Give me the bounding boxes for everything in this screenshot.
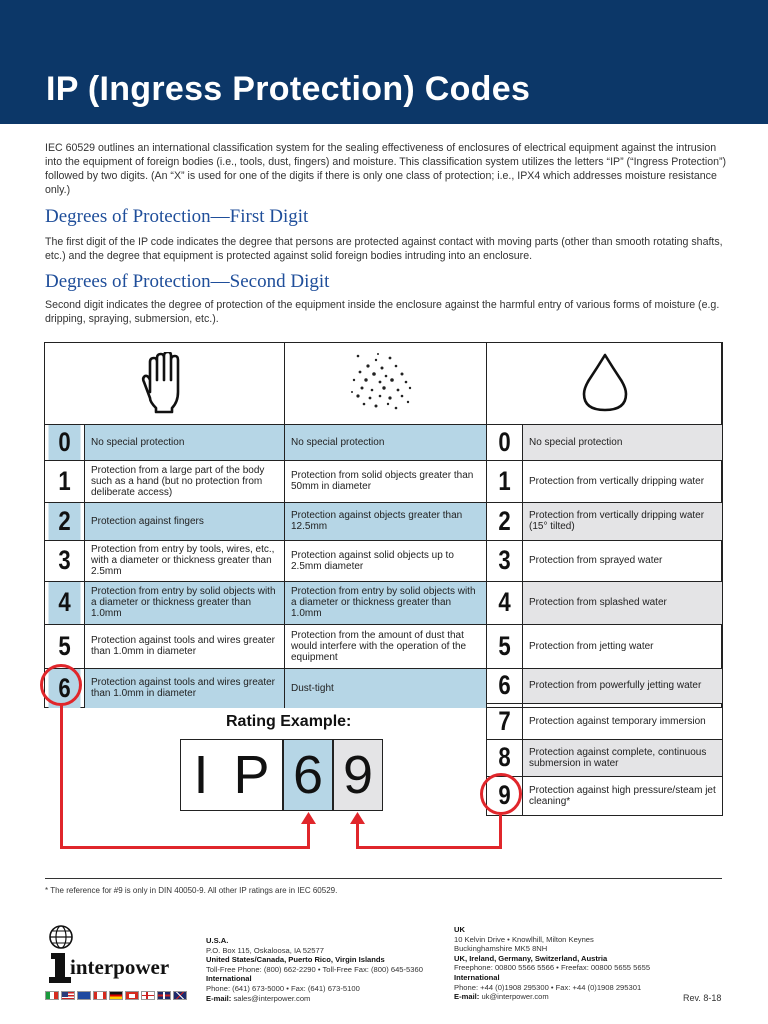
person-protection-cell: Protection against tools and wires greater than 1.0mm in diameter: [85, 668, 284, 708]
solid-protection-cell: Dust-tight: [285, 668, 486, 708]
water-protection-cell: Protection from powerfully jetting water: [523, 668, 722, 703]
water-protection-cell: No special protection: [523, 424, 722, 460]
usa-flag-icon: [61, 991, 75, 1000]
second-digit-number: 4: [498, 587, 511, 617]
intro-paragraph: IEC 60529 outlines an international classification system for the sealing effectiveness of enclosures of electrical equipment against the intrusion into the equipment of foreign bodies (i.e., tools, dust, fingers) and moisture. This classification system utilizes the letters “IP” (“Ingress Protection”) followed by two digits. (An “X” is used for one of the digits if there is only one class of protection; i.e., IPX4 which addresses moisture resistance only.): [45, 142, 727, 196]
solid-protection-cell: No special protection: [285, 424, 486, 460]
person-protection-cell: Protection from entry by solid objects with a diameter or thickness greater than 1.0mm: [85, 581, 284, 624]
table-bottom-right: [486, 815, 723, 816]
ip-letter-i: I: [193, 745, 209, 805]
ip-letter-p: P: [233, 745, 270, 805]
second-digit-number: 1: [498, 465, 511, 496]
australia-flag-icon: [77, 991, 91, 1000]
uk-flag-icon: [157, 991, 171, 1000]
first-digit-number: 2: [49, 502, 81, 540]
second-digit-number: 2: [498, 505, 511, 536]
usa-address: U.S.A. P.O. Box 115, Oskaloosa, IA 52577 United States/Canada, Puerto Rico, Virgin Islands Toll-Free Phone: (800) 662-2290 • Toll-Free Fax: (800) 645-5360 International Phone: (641) 673-5000 • Fax: (641) 673-5100 E-mail: sales@interpower.com: [206, 936, 423, 1003]
uk-email-link[interactable]: uk@interpower.com: [481, 992, 549, 1002]
uk-flag-2-icon: [173, 991, 187, 1000]
second-digit-text: Second digit indicates the degree of protection of the equipment inside the enclosure against the harmful entry of various forms of moisture (e.g. dripping, spraying, submersion, etc.).: [45, 299, 720, 325]
solid-protection-cell: Protection from the amount of dust that would interfere with the operation of the equipment: [291, 629, 467, 663]
second-digit-number: 7: [498, 705, 511, 736]
second-digit-number: 0: [498, 426, 511, 457]
italy-flag-icon: [45, 991, 59, 1000]
first-digit-number: 6: [49, 668, 81, 708]
water-protection-cell: Protection from splashed water: [523, 581, 722, 624]
second-digit-number: 6: [498, 670, 511, 700]
rating-example-title: Rating Example:: [226, 713, 352, 730]
person-protection-cell: Protection against tools and wires greater than 1.0mm in diameter: [91, 635, 275, 657]
revision-label: Rev. 8-18: [683, 993, 722, 1003]
solid-protection-cell: Protection from entry by solid objects with a diameter or thickness greater than 1.0mm: [285, 581, 486, 624]
water-protection-cell: Protection against high pressure/steam jet cleaning*: [529, 784, 716, 807]
water-drop-icon: [581, 352, 629, 414]
second-digit-number: 8: [498, 742, 511, 772]
water-protection-cell: Protection against complete, continuous submersion in water: [523, 739, 722, 776]
hand-icon: [140, 352, 192, 414]
germany-flag-icon: [109, 991, 123, 1000]
ip-second-digit-box: 9: [333, 739, 383, 811]
solid-protection-cell: Protection against objects greater than 12.5mm: [285, 502, 486, 540]
interpower-logo: interpower: [70, 955, 170, 979]
canada-flag-icon: [93, 991, 107, 1000]
first-digit-text: The first digit of the IP code indicates the degree that persons are protected against contact with moving parts (other than smooth rotating shafts, etc.) and the degree that equipment is protected against solid foreign bodies intruding into an enclosure.: [45, 236, 723, 262]
footnote: * The reference for #9 is only in DIN 40050-9. All other IP ratings are in IEC 60529.: [45, 886, 338, 895]
footnote-rule: [45, 878, 722, 879]
water-protection-cell: Protection against temporary immersion: [529, 715, 706, 727]
water-protection-cell: Protection from jetting water: [529, 640, 654, 652]
switzerland-flag-icon: [125, 991, 139, 1000]
header-banner: [0, 0, 768, 124]
page-title: IP (Ingress Protection) Codes: [46, 70, 531, 108]
water-protection-cell: Protection from vertically dripping water (15° tilted): [523, 502, 722, 540]
second-digit-number: 3: [498, 545, 511, 575]
solid-protection-cell: Protection against solid objects up to 2.5mm diameter: [291, 549, 454, 572]
second-digit-heading: Degrees of Protection—Second Digit: [45, 271, 330, 292]
water-protection-cell: Protection from vertically dripping water: [529, 475, 705, 487]
solid-protection-cell: Protection from solid objects greater than 50mm in diameter: [291, 470, 474, 492]
person-protection-cell: Protection from a large part of the body such as a hand (but no protection from deliberate access): [91, 464, 265, 498]
person-protection-cell: Protection from entry by tools, wires, etc., with a diameter or thickness greater than 2.5mm: [91, 544, 275, 577]
highlight-circle-9: [480, 773, 522, 815]
first-digit-number: 3: [58, 545, 71, 575]
person-protection-cell: Protection against fingers: [85, 502, 284, 540]
dust-particles-icon: [346, 350, 418, 414]
first-digit-number: 0: [49, 424, 81, 460]
first-digit-number: 1: [58, 465, 71, 496]
first-digit-number: 5: [58, 630, 71, 661]
water-protection-cell: Protection from sprayed water: [529, 555, 663, 566]
usa-email-link[interactable]: sales@interpower.com: [233, 993, 311, 1003]
second-digit-number: 9: [498, 780, 511, 810]
first-digit-number: 4: [49, 581, 81, 624]
ip-first-digit-box: 6: [283, 739, 333, 811]
uk-address: UK 10 Kelvin Drive • Knowlhill, Milton Keynes Buckinghamshire MK5 8NH UK, Ireland, Germany, Switzerland, Austria Freephone: 00800 5566 5566 • Freefax: 00800 5655 5655 International Phone: +44 (0)1908 295300 • Fax: +44 (0)1908 295301 E-mail: uk@interpower.com: [454, 925, 651, 1002]
ip-letters-box: [180, 739, 283, 811]
first-digit-heading: Degrees of Protection—First Digit: [45, 206, 309, 227]
denmark-flag-icon: [141, 991, 155, 1000]
person-protection-cell: No special protection: [85, 424, 284, 460]
second-digit-number: 5: [498, 630, 511, 661]
highlight-circle-6: [40, 664, 82, 706]
